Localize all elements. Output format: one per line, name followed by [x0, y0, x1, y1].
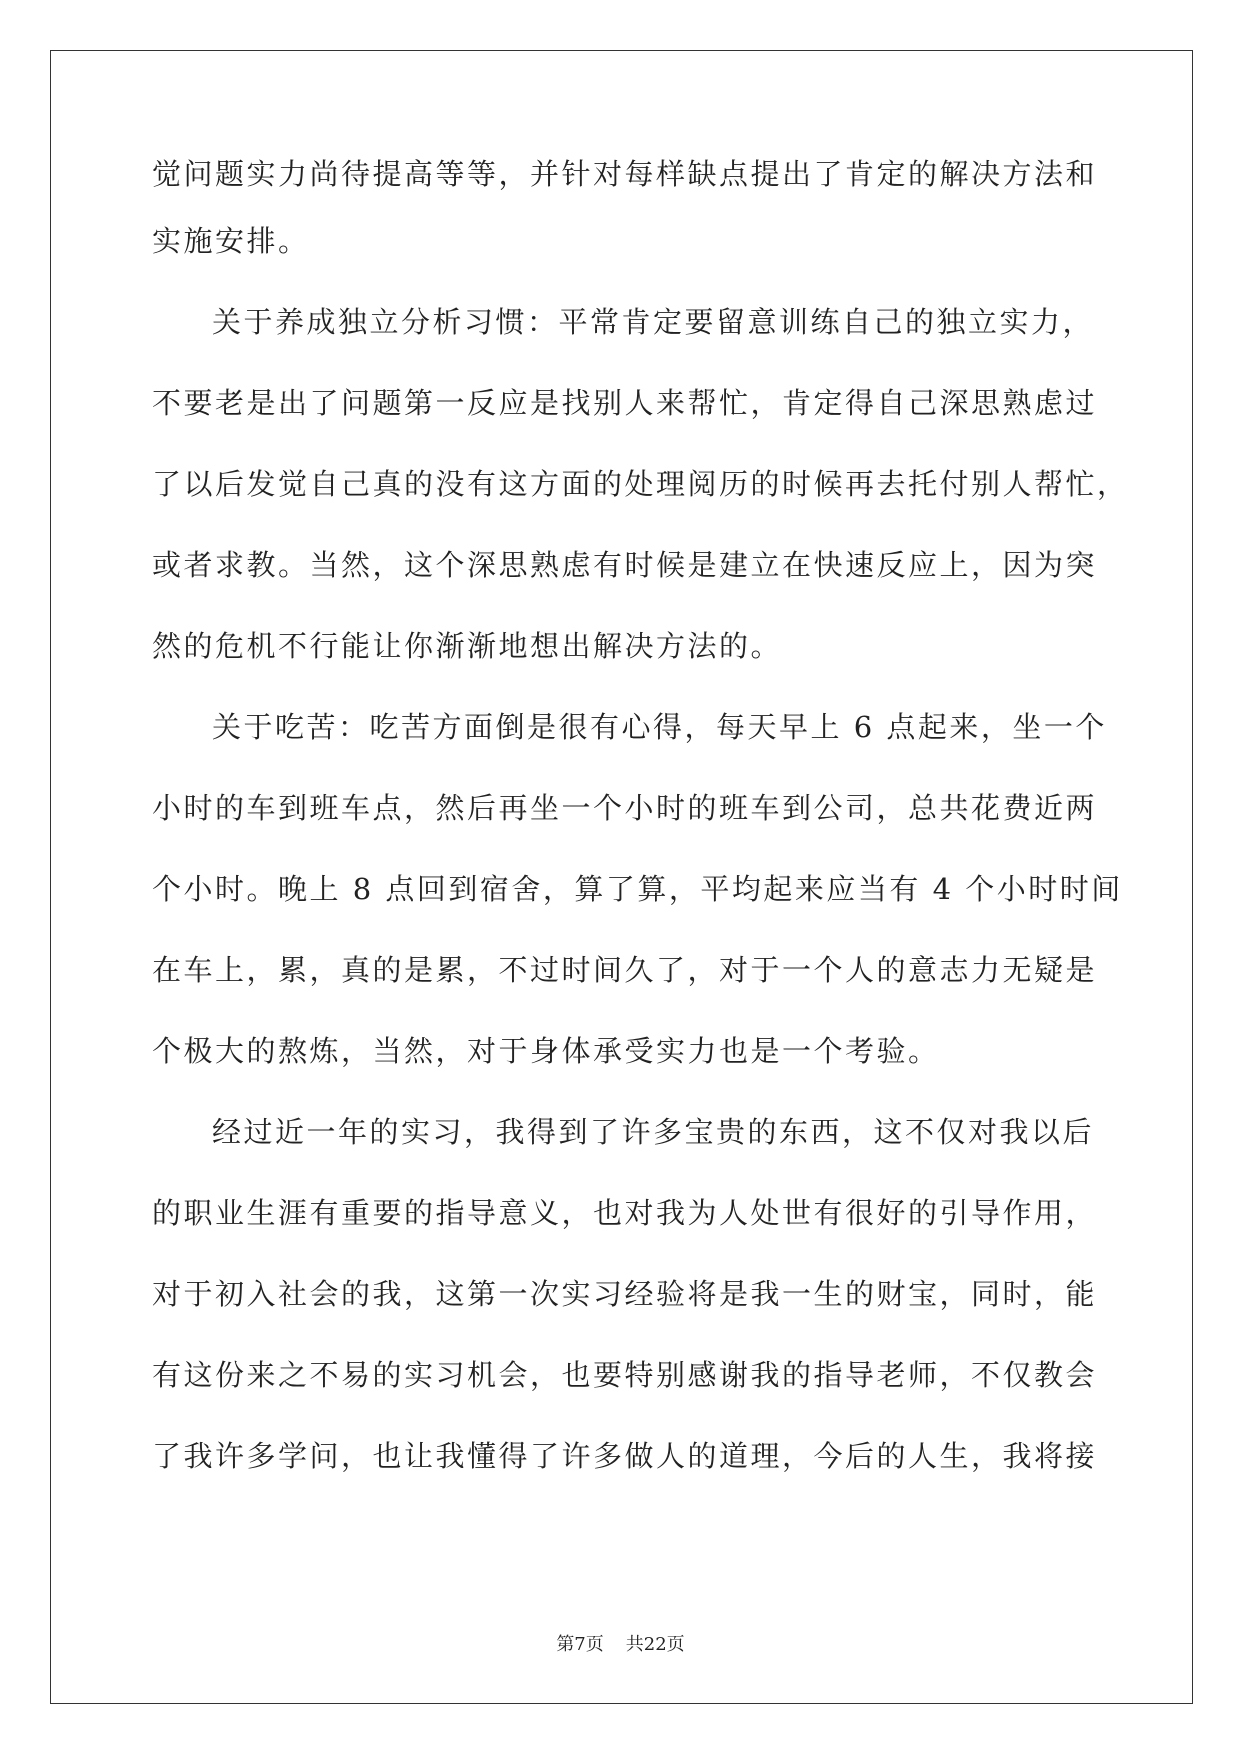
paragraph-line: 的职业生涯有重要的指导意义，也对我为人处世有很好的引导作用， — [152, 1196, 1098, 1230]
paragraph-line: 有这份来之不易的实习机会，也要特别感谢我的指导老师，不仅教会 — [152, 1358, 1098, 1392]
paragraph-line: 关于吃苦：吃苦方面倒是很有心得，每天早上 6 点起来，坐一个 — [212, 710, 1107, 744]
page-number-current: 第7页 — [556, 1634, 604, 1655]
paragraph-line: 了我许多学问，也让我懂得了许多做人的道理，今后的人生，我将接 — [152, 1439, 1098, 1473]
paragraph-line: 关于养成独立分析习惯：平常肯定要留意训练自己的独立实力， — [212, 305, 1095, 339]
paragraph-line: 了以后发觉自己真的没有这方面的处理阅历的时候再去托付别人帮忙， — [152, 467, 1129, 501]
paragraph-line: 小时的车到班车点，然后再坐一个小时的班车到公司，总共花费近两 — [152, 791, 1098, 825]
paragraph-line: 实施安排。 — [152, 224, 310, 258]
paragraph-line: 觉问题实力尚待提高等等，并针对每样缺点提出了肯定的解决方法和 — [152, 157, 1098, 191]
paragraph-line: 经过近一年的实习，我得到了许多宝贵的东西，这不仅对我以后 — [212, 1115, 1095, 1149]
paragraph-line: 然的危机不行能让你渐渐地想出解决方法的。 — [152, 629, 783, 663]
paragraph-line: 个小时。晚上 8 点回到宿舍，算了算，平均起来应当有 4 个小时时间 — [152, 872, 1123, 906]
paragraph-line: 不要老是出了问题第一反应是找别人来帮忙，肯定得自己深思熟虑过 — [152, 386, 1098, 420]
paragraph-line: 个极大的熬炼，当然，对于身体承受实力也是一个考验。 — [152, 1034, 940, 1068]
paragraph-line: 在车上，累，真的是累，不过时间久了，对于一个人的意志力无疑是 — [152, 953, 1098, 987]
page-number-total: 共22页 — [625, 1634, 685, 1655]
paragraph-line: 对于初入社会的我，这第一次实习经验将是我一生的财宝，同时，能 — [152, 1277, 1098, 1311]
paragraph-line: 或者求教。当然，这个深思熟虑有时候是建立在快速反应上，因为突 — [152, 548, 1098, 582]
page-footer — [0, 1633, 1241, 1657]
